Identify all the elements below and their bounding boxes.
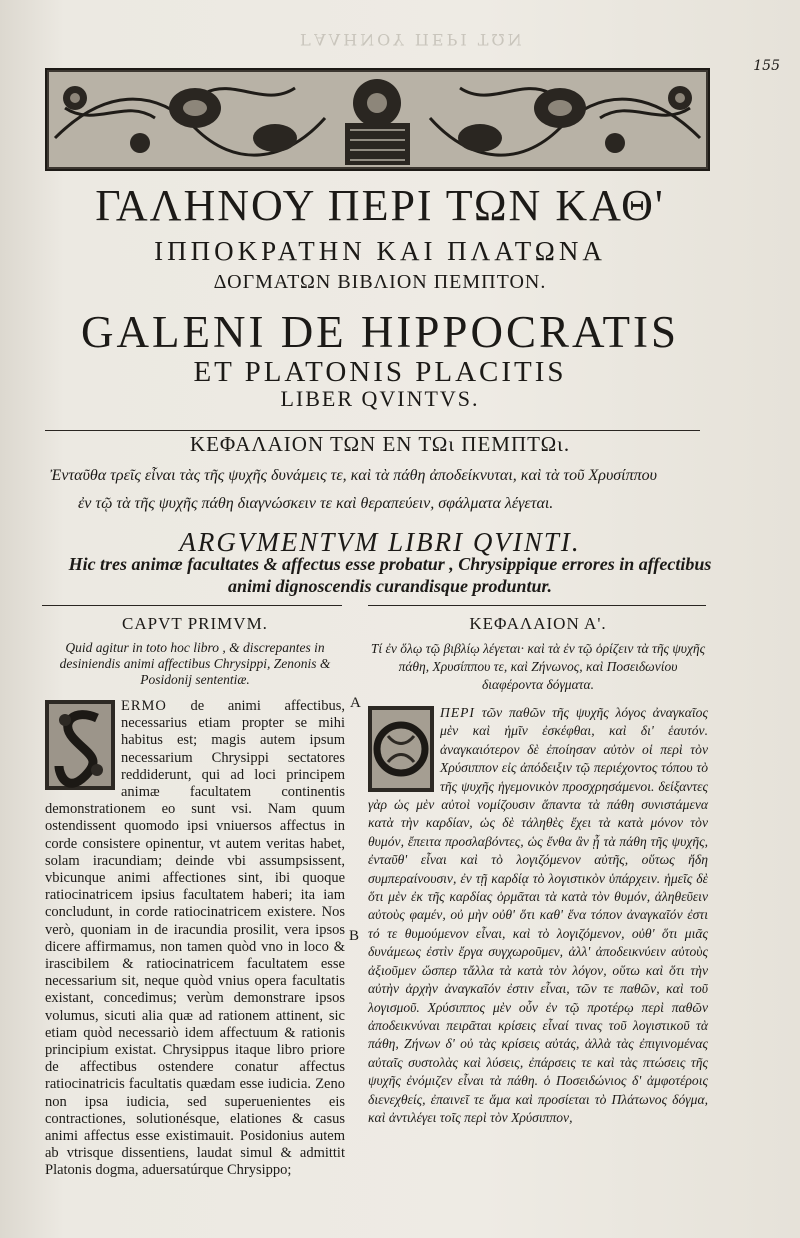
decorated-initial-pi xyxy=(368,706,434,792)
chapter-heading-greek: ΚΕΦΑΛΑΙΟΝ Α'. xyxy=(469,614,607,633)
greek-summary xyxy=(50,462,720,518)
argument-text xyxy=(50,553,730,597)
latin-body xyxy=(45,698,345,1180)
argument-line: animi dignoscendis curandisque produntur. xyxy=(227,576,553,596)
decorated-initial-s xyxy=(45,700,115,790)
margin-letter-b: B xyxy=(349,928,360,944)
chapter-subtitle-greek: Τί ἐν ὅλῳ τῷ βιβλίῳ λέγεται· καὶ τὰ ἐν τῷ ὁρίζειν τὰ τῆς ψυχῆς πάθη, Χρυσίππου τε, καὶ Ζήνωνος, καὶ Ποσειδωνίου διαφέροντα δόγματα. xyxy=(370,641,706,692)
page-number: 155 xyxy=(753,58,780,74)
argument-heading: ARGVMENTVM LIBRI QVINTI. xyxy=(179,527,581,557)
margin-letter-a: A xyxy=(350,695,361,711)
divider-rule-right xyxy=(368,605,706,606)
title-latin-line-1: GALENI DE HIPPOCRATIS xyxy=(80,307,679,357)
latin-body-text: de animi affectibus, necessarius etiam propter se mihi habitus est; magis autem ipsum necessarium Chrysippi sectatores reddiderunt, qui ad loci principem animæ facultatem continentis demonstrationem eo sunt vsi. Nam quum ostendissent quomodo ipsi vniuersos affectus in corde consistere opinentur, vt autem veritas habet, solam iracundiam; deinde vbi assumpsissent, vbicunque animi affectiones sint, ibi quoque ratiocinatricem ipsius facultatem haberi; ita iam concludunt, in corde ratiocinatricem existere. Nos verò, quoniam in de iracundia prosilit, vera ipsos dicere affirmamus, non tamen quòd vno in loco & irascibilem & ratiocinatricem facultatem esse necessarium sit, neque quòd vnius opera facultatis existant, concedimus; verùm demonstrare ipsos volumus, sicuti alia quæ ad rationem attinent, sic etiam quòd necessariò idem affectuum & rationis principium existat. Chrysippus itaque libro priore de affectibus ostendere conatur affectus ratiocinatricis facultatis quædam esse iudicia. Zeno non ipsa iudicia, sed superuenientes eis contractiones, solutionésque, elationes & casus animi affectus esse existimauit. Posidonius autem ab vtrisque dissentiens, laudat simul & admittit Platonis dogma, aduersatúrque Chrysippo; xyxy=(45,698,345,1179)
chapter-heading-latin: CAPVT PRIMVM. xyxy=(122,614,268,633)
divider-rule-left xyxy=(42,605,342,606)
title-greek-line-2: ΙΠΠΟΚΡΑΤΗΝ ΚΑΙ ΠΛΑΤΩΝΑ xyxy=(154,236,606,266)
title-greek-line-1: ΓΑΛΗΝΟΥ ΠΕΡΙ ΤΩΝ ΚΑΘ' xyxy=(95,181,665,230)
greek-body xyxy=(368,704,708,1127)
greek-body-text: τῶν παθῶν τῆς ψυχῆς λόγος ἀναγκαῖος μὲν καὶ ἡμῖν ἐσκέφθαι, καὶ δι' ἑαυτόν. ἀναγκαιότερον δὲ ἐποίησαν αὐτὸν οἱ περὶ τὸν Χρύσιππον εἰς ἀπόδειξιν τῷ περιέχοντος τόπου τὸ τῆς ψυχῆς ἡγεμονικὸν προσχρησάμενοι. δείξαντες γὰρ ὡς μὲν αὐτοὶ νομίζουσιν ἅπαντα τὰ πάθη συνιστάμενα κατὰ τὴν καρδίαν, ὡς δὲ τἀληθὲς ἔχει τὰ κατὰ μόνον τὸν θυμόν, ἔπειτα προσλαβόντες, ὡς ἔνθα ἂν ᾖ τὰ πάθη τῆς ψυχῆς, ἐνταῦθ' εἶναι καὶ τὸ λογιζόμενον αὐτῆς, οὕτως ἤδη συμπεραίνουσιν, ἐν τῇ καρδίᾳ τὸ λογιστικὸν ὑπάρχειν. ἡμεῖς δὲ ὅτι μὲν ἐκ τῆς καρδίας ὁρμᾶται τὰ κατὰ τὸν θυμόν, ἀληθεῦειν αὐτοὺς φαμέν, οὐ μὴν οὐθ' ὅτι καθ' ἕνα τόπον ἀναγκαῖόν ἐστι τό τε θυμούμενον εἶναι, καὶ τὸ λογιζόμενον, οὐθ' ὅτι μιᾶς δυνάμεως ἐστὶν ἔργα συγχωροῦμεν, ἀλλ' ἀποδεικνύειν αὐτοὺς ἀξιοῦμεν ὥσπερ τἄλλα τὰ κατὰ τὸν λόγον, οὕτω καὶ ὅτι τὴν αὐτὴν ἀρχὴν ἀναγκαῖόν ἐστιν εἶναι, τῶν τε παθῶν, καὶ τοῦ λογισμοῦ. Χρύσιππος μὲν οὖν ἐν τῷ προτέρῳ περὶ παθῶν ἀποδεικνύναι πειρᾶται κρίσεις εἶναί τινας τοῦ λογιστικοῦ τὰ πάθη, Ζήνων δ' οὐ τὰς κρίσεις αὐτάς, ἀλλὰ τὰς ἐπιγινομένας αὐταῖς συστολὰς καὶ λύσεις, ἐπάρσεις τε καὶ τὰς πτώσεις τῆς ψυχῆς ἐνόμιζεν εἶναι τὰ πάθη. ὁ Ποσειδώνιος δ' ἀμφοτέροις διενεχθείς, ἐπαινεῖ τε ἅμα καὶ προσίεται τὸ Πλάτωνος δόγμα, καὶ ἀντιλέγει τοῖς περὶ τὸν Χρύσιππον, xyxy=(368,705,708,1125)
title-latin-line-2: ET PLATONIS PLACITIS xyxy=(193,356,567,388)
divider-rule xyxy=(45,430,700,431)
title-greek-line-3: ΔΟΓΜΑΤΩΝ ΒΙΒΛΙΟΝ ΠΕΜΠΤΟΝ. xyxy=(213,271,547,293)
ornamental-headpiece xyxy=(45,68,710,171)
show-through-text: ΓΑΛΗΝΟΥ ΠΕΡΙ ΤΩΝ xyxy=(300,30,525,49)
latin-column xyxy=(45,608,345,1180)
first-word-latin: ERMO xyxy=(121,698,167,714)
argument-line: Hic tres animæ facultates & affectus esse probatur , Chrysippique errores in affectibus xyxy=(68,554,712,574)
title-latin-line-3: LIBER QVINTVS. xyxy=(280,386,480,411)
first-word-greek: ΠΕΡΙ xyxy=(440,705,475,720)
summary-line: Ἐνταῦθα τρεῖς εἶναι τὰς τῆς ψυχῆς δυνάμεις τε, καὶ τὰ πάθη ἀποδείκνυται, καὶ τὰ τοῦ Χρυσίππου xyxy=(50,467,657,484)
chapter-subtitle-latin: Quid agitur in toto hoc libro , & discrepantes in desiniendis animi affectibus Chrysippi, Zenonis & Posidonij sententiæ. xyxy=(59,640,331,687)
summary-line: ἐν τῷ τὰ τῆς ψυχῆς πάθη διαγνώσκειν τε καὶ θεραπεύειν, σφάλματα λέγεται. xyxy=(78,495,554,512)
summary-heading: ΚΕΦΑΛΑΙΟΝ ΤΩΝ ΕΝ ΤΩι ΠΕΜΠΤΩι. xyxy=(189,432,571,456)
greek-column xyxy=(368,608,708,1127)
